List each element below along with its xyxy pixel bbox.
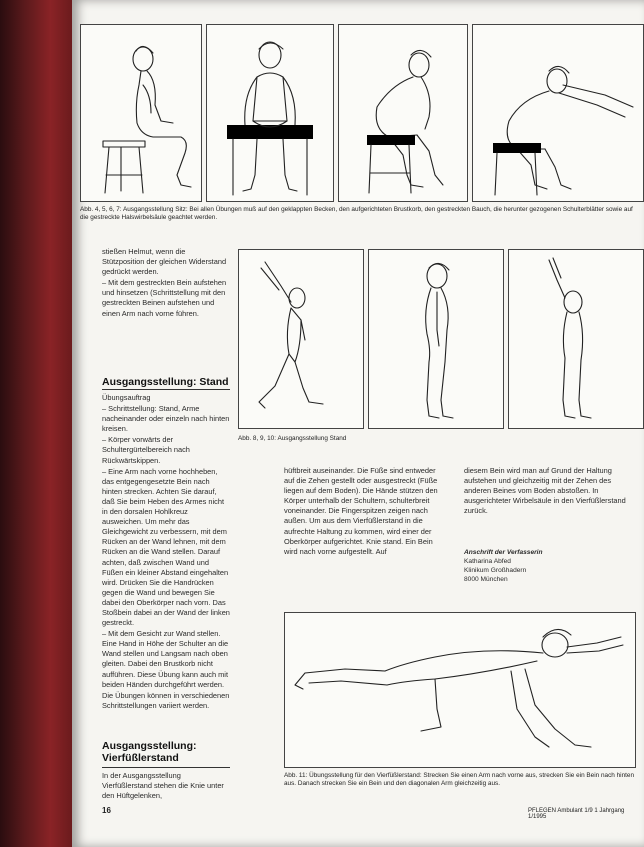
book-spine: [0, 0, 72, 847]
heading-line: Vierfüßlerstand: [102, 752, 179, 764]
page-number: 16: [102, 806, 111, 815]
heading-rule: [102, 767, 230, 768]
heading-rule: [102, 389, 230, 390]
figure-4-panel: [80, 24, 202, 202]
paragraph: stießen Helmut, wenn die Stützposition der gleichen Widerstand gedrückt werden.: [102, 247, 227, 277]
standing-side-figure: [369, 250, 503, 428]
column-1-stand: [102, 393, 230, 712]
column-1-top: [102, 247, 228, 320]
reaching-figure: [473, 25, 644, 201]
caption-top: Abb. 4, 5, 6, 7: Ausgangsstellung Sitz: Bei allen Übungen muß auf den geklappten Becken, den aufgerichteten Brustkorb, den gestreckten Bauch, die herunter gezogenen Schulterblätter sowie auf die gestreckte Halswirbelsäule geachtet werden.: [80, 206, 633, 222]
paragraph: – Mit dem gestreckten Bein aufstehen und hinsetzen (Schrittstellung mit den gestreckten Beinen aufstehen und einen Arm nach vorne führen.: [102, 278, 227, 318]
paragraph: – Schrittstellung: Stand, Arme nacheinander oder einzeln nach hinten kreisen.: [102, 404, 230, 434]
seated-side-figure: [81, 25, 201, 201]
quadruped-figure: [285, 613, 635, 767]
column-1-vier: In der Ausgangsstellung Vierfüßlerstand stehen die Knie unter den Hüftgelenken,: [102, 771, 224, 801]
figure-10-panel: [508, 249, 644, 429]
magazine-page: [72, 0, 644, 847]
figure-7-panel: [472, 24, 644, 202]
figure-6-panel: [338, 24, 468, 202]
figure-8-panel: [238, 249, 364, 429]
author-line: 8000 München: [464, 576, 508, 583]
paragraph: – Körper vorwärts der Schultergürtelbereich nach Rückwärtskippen.: [102, 435, 190, 465]
seated-front-figure: [207, 25, 333, 201]
standing-arms-up-figure: [509, 250, 644, 428]
paragraph: – Mit dem Gesicht zur Wand stellen. Eine Hand in Höhe der Schulter an die Wand stellen und Langsam nach oben gleiten. Dabei den Brustkorb nicht aufführen. Diese Übung kann auch mit beiden Händen durchgeführt werden.: [102, 629, 229, 689]
caption-bottom: Abb. 11: Übungsstellung für den Vierfüßlerstand: Strecken Sie einen Arm nach vorne aus, strecken Sie ein Bein nach hinten aus. Danach strecken Sie ein Bein und den diagonalen Arm gleichzeitig aus.: [284, 772, 635, 788]
author-line: Katharina Abfed: [464, 558, 511, 565]
figure-9-panel: [368, 249, 504, 429]
figure-11-panel: [284, 612, 636, 768]
rising-figure: [339, 25, 467, 201]
author-label: Anschrift der Verfasserin: [464, 549, 543, 556]
paragraph: Die Übungen können in verschiedenen Schrittstellungen variiert werden.: [102, 690, 230, 710]
column-3: diesem Bein wird man auf Grund der Haltung aufstehen und gleichzeitig mit der Zehen des anderen Beines vom Boden abstoßen. In ausgerichteter Wirbelsäule in den Vierfüßlerstand zurück.: [464, 466, 626, 516]
heading-stand: Ausgangsstellung: Stand: [102, 376, 229, 388]
paragraph: – Eine Arm nach vorne hochheben, das entgegengesetzte Bein nach hinten strecken. Achten Sie darauf, daß Sie beim Heben des Armes nicht in den dorsalen Hohlkreuz ausweichen. Um mehr das Gleichgewicht zu verbessern, mit dem Rücken an der Wand lehnen, mit dem Rücken an die Wand stellen. Darauf achten, daß zwischen Wand und Füßen ein kleiner Abstand eingehalten wird. Drücken Sie die Handrücken gegen die Wand und bewegen Sie dabei den Oberkörper nach vorn. Das Stoßbein dabei an der Wand der linken gestreckt.: [102, 466, 230, 628]
author-block: [464, 548, 614, 584]
standing-arm-raised-figure: [239, 250, 363, 428]
column-2: hüftbreit auseinander. Die Füße sind entweder auf die Zehen gestellt oder ausgestreckt (Füße liegen auf dem Boden). Die Hände stützen den Körper unterhalb der Schultern, schulterbreit voneinander. Die Fingerspitzen zeigen nach außen. Um aus dem Vierfüßlerstand in die aufrechte Haltung zu kommen, wird einer der Oberkörper aufgerichtet. Knie stand. Ein Bein wird nach vorne aufgestellt. Auf: [284, 466, 438, 556]
caption-middle: Abb. 8, 9, 10: Ausgangsstellung Stand: [238, 435, 347, 442]
figure-5-panel: [206, 24, 334, 202]
author-line: Klinikum Großhadern: [464, 567, 527, 574]
heading-vierfuesslerstand: [102, 740, 242, 764]
heading-line: Ausgangsstellung:: [102, 740, 197, 752]
footer-journal: PFLEGEN Ambulant 1/9 1 Jahrgang 1/1995: [528, 808, 625, 820]
paragraph: Übungsauftrag: [102, 393, 151, 402]
